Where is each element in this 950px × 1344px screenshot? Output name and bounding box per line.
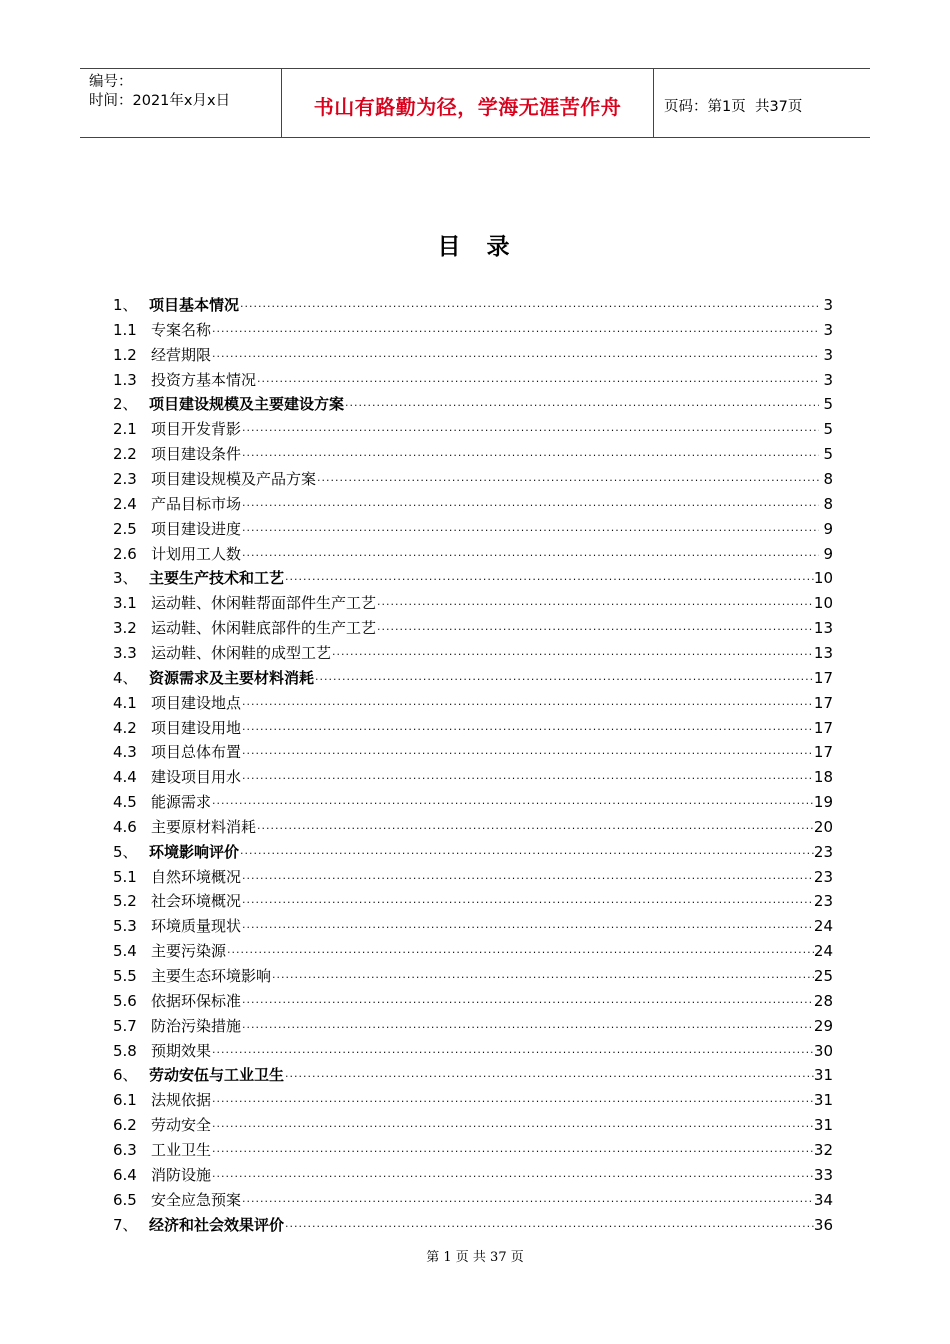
toc-section-entry[interactable] <box>113 642 833 664</box>
toc-entry-label: 建设项目用水 <box>151 768 242 787</box>
toc-entry-number: 7、 <box>113 1215 138 1234</box>
toc-section-entry[interactable] <box>113 791 833 813</box>
toc-entry-label: 经济和社会效果评价 <box>149 1215 285 1234</box>
toc-entry-label: 运动鞋、休闲鞋的成型工艺 <box>151 643 332 662</box>
toc-entry-number: 4、 <box>113 668 138 687</box>
toc-section-entry[interactable] <box>113 468 833 490</box>
toc-dot-leader <box>344 395 819 417</box>
toc-entry-label: 产品目标市场 <box>151 494 242 513</box>
toc-entry-number: 2、 <box>113 395 138 414</box>
toc-section-entry[interactable] <box>113 1189 833 1211</box>
toc-entry-page-number: 17 <box>813 668 833 687</box>
toc-section-entry[interactable] <box>113 766 833 788</box>
toc-entry-number: 2.1 <box>113 420 137 439</box>
toc-entry-label: 防治污染措施 <box>151 1016 242 1035</box>
toc-chapter-entry[interactable] <box>113 1064 833 1086</box>
toc-entry-page-number: 10 <box>813 569 833 588</box>
toc-entry-label: 主要生态环境影响 <box>151 967 272 985</box>
toc-dot-leader <box>376 594 814 616</box>
toc-entry-label: 依据环保标准 <box>151 991 242 1010</box>
toc-dot-leader <box>241 1017 814 1039</box>
toc-entry-page-number: 9 <box>823 544 833 563</box>
toc-entry-label: 安全应急预案 <box>151 1190 242 1209</box>
toc-entry-page-number: 23 <box>813 842 833 861</box>
page-info-text: 页码：第1页 共37页 <box>664 98 803 115</box>
toc-entry-number: 3.3 <box>113 643 137 662</box>
toc-entry-page-number: 34 <box>813 1190 833 1209</box>
toc-section-entry[interactable] <box>113 518 833 540</box>
toc-dot-leader <box>211 1166 814 1188</box>
toc-dot-leader <box>256 818 814 840</box>
toc-chapter-entry[interactable] <box>113 667 833 689</box>
toc-dot-leader <box>241 992 814 1014</box>
toc-entry-page-number: 5 <box>823 420 833 439</box>
toc-dot-leader <box>239 296 819 318</box>
toc-entry-number: 6.2 <box>113 1116 137 1135</box>
toc-dot-leader <box>241 868 814 890</box>
toc-entry-label: 消防设施 <box>151 1165 212 1184</box>
toc-section-entry[interactable] <box>113 1015 833 1037</box>
toc-chapter-entry[interactable] <box>113 841 833 863</box>
toc-entry-page-number: 18 <box>813 768 833 787</box>
toc-dot-leader <box>241 719 814 741</box>
toc-entry-page-number: 8 <box>823 494 833 513</box>
toc-entry-page-number: 17 <box>813 693 833 712</box>
toc-section-entry[interactable] <box>113 1040 833 1062</box>
toc-entry-number: 6.5 <box>113 1190 137 1209</box>
toc-entry-label: 主要原材料消耗 <box>151 817 257 836</box>
toc-section-entry[interactable] <box>113 369 833 391</box>
toc-entry-page-number: 3 <box>823 320 833 339</box>
toc-dot-leader <box>316 470 819 492</box>
toc-entry-number: 4.1 <box>113 693 137 712</box>
toc-entry-label: 法规依据 <box>151 1091 212 1110</box>
toc-entry-label: 工业卫生 <box>151 1140 212 1159</box>
toc-entry-number: 5、 <box>113 842 138 861</box>
toc-entry-page-number: 30 <box>813 1041 833 1060</box>
toc-entry-page-number: 19 <box>813 793 833 811</box>
toc-entry-number: 2.2 <box>113 445 137 464</box>
toc-entry-number: 4.3 <box>113 743 137 762</box>
toc-dot-leader <box>211 1141 814 1163</box>
toc-entry-label: 劳动安伍与工业卫生 <box>149 1066 285 1085</box>
toc-chapter-entry[interactable] <box>113 393 833 415</box>
toc-entry-page-number: 31 <box>813 1066 833 1085</box>
toc-section-entry[interactable] <box>113 443 833 465</box>
toc-entry-page-number: 20 <box>813 817 833 836</box>
toc-entry-label: 项目建设规模及主要建设方案 <box>149 395 345 414</box>
toc-dot-leader <box>241 545 819 567</box>
toc-section-entry[interactable] <box>113 1164 833 1186</box>
toc-section-entry[interactable] <box>113 717 833 739</box>
toc-entry-label: 环境影响评价 <box>149 842 240 861</box>
toc-entry-number: 1.3 <box>113 370 137 389</box>
toc-entry-number: 4.5 <box>113 793 137 811</box>
toc-entry-label: 经营期限 <box>151 345 212 364</box>
toc-dot-leader <box>211 321 819 343</box>
toc-section-entry[interactable] <box>113 990 833 1012</box>
toc-section-entry[interactable] <box>113 965 833 987</box>
toc-entry-number: 5.1 <box>113 867 137 886</box>
toc-entry-label: 劳动安全 <box>151 1116 212 1135</box>
toc-entry-number: 6、 <box>113 1066 138 1085</box>
toc-dot-leader <box>241 495 819 517</box>
toc-entry-number: 3.1 <box>113 594 137 613</box>
toc-dot-leader <box>284 1216 814 1238</box>
toc-entry-page-number: 36 <box>813 1215 833 1234</box>
toc-dot-leader <box>226 942 814 964</box>
toc-entry-label: 项目建设规模及产品方案 <box>151 470 317 488</box>
toc-dot-leader <box>314 669 814 691</box>
toc-entry-number: 5.8 <box>113 1041 137 1060</box>
toc-entry-number: 5.4 <box>113 942 137 961</box>
toc-entry-label: 项目建设地点 <box>151 693 242 712</box>
toc-section-entry[interactable] <box>113 741 833 763</box>
toc-entry-number: 5.2 <box>113 892 137 911</box>
toc-entry-page-number: 5 <box>823 445 833 464</box>
toc-section-entry[interactable] <box>113 319 833 341</box>
toc-section-entry[interactable] <box>113 418 833 440</box>
toc-chapter-entry[interactable] <box>113 294 833 316</box>
toc-entry-label: 项目建设用地 <box>151 718 242 737</box>
toc-entry-label: 项目总体布置 <box>151 743 242 762</box>
toc-dot-leader <box>241 743 814 765</box>
toc-entry-number: 6.4 <box>113 1165 137 1184</box>
toc-entry-label: 能源需求 <box>151 793 212 811</box>
toc-section-entry[interactable] <box>113 592 833 614</box>
toc-dot-leader <box>211 1091 814 1113</box>
toc-entry-number: 4.6 <box>113 817 137 836</box>
toc-entry-label: 计划用工人数 <box>151 544 242 563</box>
toc-entry-page-number: 8 <box>823 470 833 488</box>
toc-entry-label: 主要生产技术和工艺 <box>149 569 285 588</box>
toc-entry-page-number: 17 <box>813 743 833 762</box>
toc-section-entry[interactable] <box>113 866 833 888</box>
toc-entry-page-number: 3 <box>823 296 833 314</box>
toc-dot-leader <box>284 569 814 591</box>
toc-entry-page-number: 24 <box>813 942 833 961</box>
toc-section-entry[interactable] <box>113 692 833 714</box>
toc-dot-leader <box>211 1116 814 1138</box>
toc-entry-number: 3.2 <box>113 619 137 637</box>
toc-section-entry[interactable] <box>113 344 833 366</box>
toc-entry-page-number: 32 <box>813 1140 833 1159</box>
toc-section-entry[interactable] <box>113 890 833 912</box>
toc-entry-number: 2.5 <box>113 519 137 538</box>
toc-entry-page-number: 5 <box>823 395 833 414</box>
toc-section-entry[interactable] <box>113 915 833 937</box>
toc-entry-number: 4.2 <box>113 718 137 737</box>
toc-entry-label: 预期效果 <box>151 1041 212 1060</box>
toc-section-entry[interactable] <box>113 493 833 515</box>
toc-dot-leader <box>211 346 819 368</box>
toc-entry-label: 资源需求及主要材料消耗 <box>149 668 315 687</box>
toc-entry-number: 2.3 <box>113 470 137 488</box>
toc-entry-page-number: 31 <box>813 1091 833 1110</box>
toc-entry-page-number: 13 <box>813 619 833 637</box>
toc-entry-page-number: 25 <box>813 967 833 985</box>
toc-entry-label: 主要污染源 <box>151 942 227 961</box>
toc-entry-page-number: 10 <box>813 594 833 613</box>
toc-entry-label: 专案名称 <box>151 320 212 339</box>
toc-entry-number: 3、 <box>113 569 138 588</box>
toc-dot-leader <box>271 967 814 989</box>
toc-dot-leader <box>241 917 814 939</box>
toc-entry-label: 社会环境概况 <box>151 892 242 911</box>
serial-number-label: 编号： <box>89 74 133 90</box>
toc-dot-leader <box>256 371 819 393</box>
toc-entry-page-number: 29 <box>813 1016 833 1035</box>
motto-text: 书山有路勤为径，学海无涯苦作舟 <box>313 94 622 119</box>
toc-dot-leader <box>241 694 814 716</box>
toc-dot-leader <box>241 520 819 542</box>
toc-entry-number: 2.6 <box>113 544 137 563</box>
toc-entry-number: 5.7 <box>113 1016 137 1035</box>
toc-entry-number: 6.1 <box>113 1091 137 1110</box>
toc-entry-label: 运动鞋、休闲鞋底部件的生产工艺 <box>151 619 377 637</box>
toc-entry-page-number: 31 <box>813 1116 833 1135</box>
toc-section-entry[interactable] <box>113 816 833 838</box>
toc-entry-page-number: 9 <box>823 519 833 538</box>
toc-dot-leader <box>211 793 814 815</box>
toc-section-entry[interactable] <box>113 1139 833 1161</box>
toc-chapter-entry[interactable] <box>113 1214 833 1236</box>
toc-dot-leader <box>239 843 814 865</box>
toc-entry-page-number: 23 <box>813 867 833 886</box>
toc-dot-leader <box>241 420 819 442</box>
toc-entry-number: 6.3 <box>113 1140 137 1159</box>
toc-entry-label: 投资方基本情况 <box>151 370 257 389</box>
toc-entry-number: 1.1 <box>113 320 137 339</box>
toc-entry-label: 运动鞋、休闲鞋帮面部件生产工艺 <box>151 594 377 613</box>
toc-dot-leader <box>241 1191 814 1213</box>
toc-dot-leader <box>376 619 814 641</box>
toc-entry-number: 5.6 <box>113 991 137 1010</box>
toc-section-entry[interactable] <box>113 543 833 565</box>
toc-dot-leader <box>241 445 819 467</box>
toc-entry-number: 5.3 <box>113 917 137 936</box>
toc-section-entry[interactable] <box>113 940 833 962</box>
page-footer: 第 1 页 共 37 页 <box>426 1250 524 1265</box>
toc-entry-number: 1、 <box>113 296 138 314</box>
toc-entry-label: 自然环境概况 <box>151 867 242 886</box>
toc-entry-page-number: 3 <box>823 370 833 389</box>
toc-entry-page-number: 24 <box>813 917 833 936</box>
toc-entry-label: 项目开发背影 <box>151 420 242 439</box>
toc-section-entry[interactable] <box>113 617 833 639</box>
toc-section-entry[interactable] <box>113 1089 833 1111</box>
toc-entry-number: 2.4 <box>113 494 137 513</box>
toc-entry-label: 环境质量现状 <box>151 917 242 936</box>
toc-entry-page-number: 28 <box>813 991 833 1010</box>
toc-entry-page-number: 23 <box>813 892 833 911</box>
date-text: 时间：2021年x月x日 <box>89 93 231 109</box>
toc-entry-page-number: 13 <box>813 643 833 662</box>
toc-entry-label: 项目建设进度 <box>151 519 242 538</box>
toc-chapter-entry[interactable] <box>113 567 833 589</box>
toc-entry-page-number: 3 <box>823 345 833 364</box>
toc-entry-number: 5.5 <box>113 967 137 985</box>
toc-dot-leader <box>284 1066 814 1088</box>
toc-entry-label: 项目建设条件 <box>151 445 242 464</box>
toc-entry-label: 项目基本情况 <box>149 296 240 314</box>
page-title: 目 录 <box>437 233 513 260</box>
toc-dot-leader <box>211 1042 814 1064</box>
toc-section-entry[interactable] <box>113 1114 833 1136</box>
toc-dot-leader <box>241 892 814 914</box>
toc-dot-leader <box>241 768 814 790</box>
toc-entry-number: 4.4 <box>113 768 137 787</box>
toc-entry-page-number: 17 <box>813 718 833 737</box>
toc-dot-leader <box>331 644 814 666</box>
toc-entry-page-number: 33 <box>813 1165 833 1184</box>
toc-entry-number: 1.2 <box>113 345 137 364</box>
